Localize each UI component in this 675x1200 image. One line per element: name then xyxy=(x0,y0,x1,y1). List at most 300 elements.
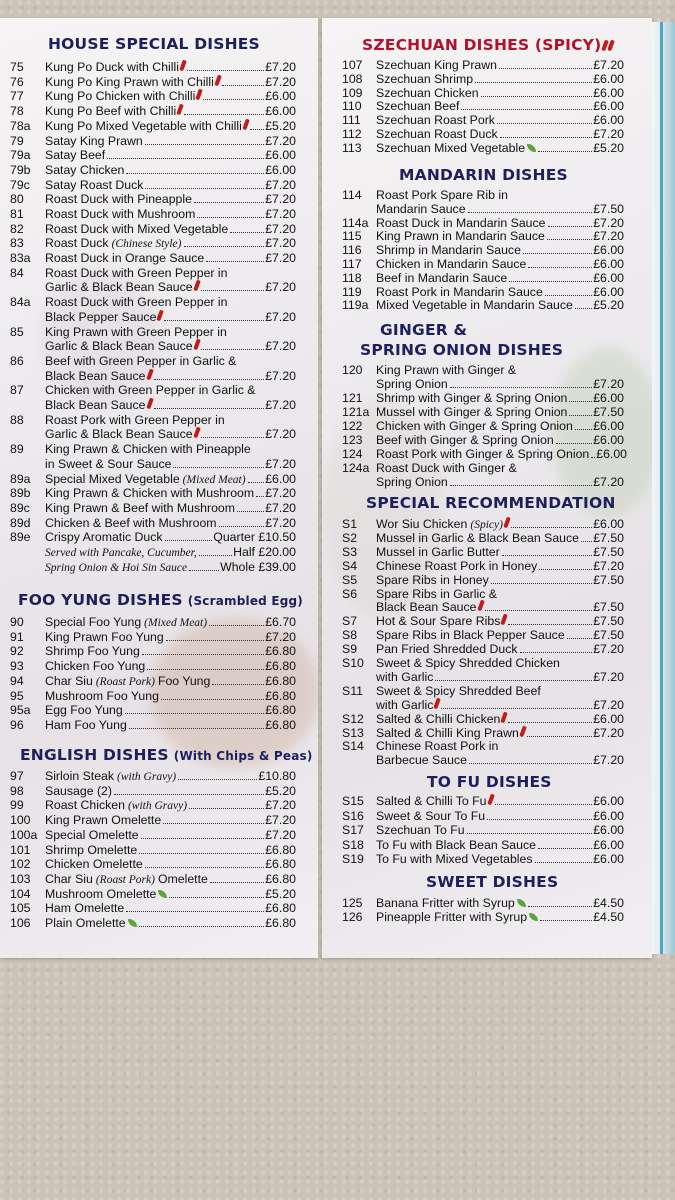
item-line xyxy=(45,486,296,501)
item-line xyxy=(376,698,624,713)
item-number: 80 xyxy=(10,192,24,207)
dot-leader xyxy=(467,833,593,834)
item-number: 101 xyxy=(10,842,31,857)
item-number: 89 xyxy=(10,442,24,457)
dot-leader xyxy=(210,882,264,883)
dot-leader xyxy=(538,151,592,152)
item-name: Ham Foo Yung xyxy=(45,717,127,732)
item-name: Szechuan Chicken xyxy=(376,85,479,100)
item-price: £6.00 xyxy=(265,89,296,104)
item-price: £6.80 xyxy=(265,916,296,930)
item-price: £7.50 xyxy=(593,572,624,587)
item-number: S11 xyxy=(342,683,363,698)
item-name: Shrimp in Mandarin Sauce xyxy=(376,243,521,258)
item-line xyxy=(376,298,624,313)
item-price: Quarter £10.50 xyxy=(213,530,296,545)
item-number: 75 xyxy=(10,60,24,74)
item-line xyxy=(376,587,497,602)
item-price: £7.20 xyxy=(593,725,624,740)
item-line xyxy=(45,659,296,674)
item-line xyxy=(376,127,624,142)
item-line xyxy=(45,689,296,704)
section-title-text: HOUSE SPECIAL DISHES xyxy=(48,35,260,53)
item-line xyxy=(376,141,624,156)
item-name: Spare Ribs in Black Pepper Sauce xyxy=(376,628,565,643)
dot-leader xyxy=(199,555,232,556)
item-line xyxy=(376,712,624,727)
item-name: Szechuan Roast Pork xyxy=(376,113,495,128)
chilli-icon xyxy=(242,118,250,130)
item-line xyxy=(376,86,624,101)
dot-leader xyxy=(184,246,265,247)
section-subtitle: (Scrambled Egg) xyxy=(187,594,303,608)
item-number: 121a xyxy=(342,405,370,419)
section-title-text: SZECHUAN DISHES (SPICY) xyxy=(362,36,602,54)
item-line xyxy=(45,178,296,193)
item-number: 105 xyxy=(10,901,31,916)
item-line xyxy=(376,475,624,490)
item-number: 84a xyxy=(10,295,31,310)
item-line xyxy=(45,163,296,178)
item-number: 90 xyxy=(10,615,24,629)
item-price: £4.50 xyxy=(593,910,624,924)
dot-leader xyxy=(591,457,595,458)
item-name: Salted & Chilli King Prawn xyxy=(376,725,519,740)
item-line xyxy=(45,325,227,340)
item-number: 78 xyxy=(10,104,24,119)
item-note: (Roast Pork) xyxy=(95,675,155,688)
item-line xyxy=(376,809,624,824)
dot-leader xyxy=(547,239,592,240)
item-name: Roast Pork with Green Pepper in xyxy=(45,412,225,427)
item-name: King Prawn in Mandarin Sauce xyxy=(376,229,545,244)
item-line xyxy=(45,222,296,237)
item-line xyxy=(376,285,624,300)
item-line xyxy=(376,726,624,741)
dot-leader xyxy=(491,583,592,584)
item-price: £6.00 xyxy=(593,270,624,285)
dot-leader xyxy=(189,808,264,809)
item-line xyxy=(45,266,228,281)
item-line xyxy=(45,718,296,733)
dot-leader xyxy=(502,555,593,556)
item-number: 123 xyxy=(342,433,363,447)
item-name: Satay Roast Duck xyxy=(45,177,144,192)
dot-leader xyxy=(237,511,264,512)
item-price: £7.20 xyxy=(265,207,296,221)
item-line xyxy=(45,280,296,295)
section-title-text: TO FU DISHES xyxy=(427,773,552,791)
item-name: Banana Fritter with Syrup xyxy=(376,896,515,910)
dot-leader xyxy=(139,926,265,927)
item-name: with Garlic xyxy=(376,697,434,712)
dot-leader xyxy=(248,482,265,483)
item-price: £7.20 xyxy=(593,229,624,244)
item-line xyxy=(45,630,296,645)
item-number: S1 xyxy=(342,517,358,531)
dot-leader xyxy=(497,123,592,124)
item-price: £7.50 xyxy=(593,530,624,545)
item-price: £6.80 xyxy=(265,688,296,703)
dot-leader xyxy=(567,638,593,639)
dot-leader xyxy=(435,680,592,681)
item-name: Spring Onion xyxy=(376,475,448,489)
item-number: S5 xyxy=(342,572,358,587)
item-price: £7.20 xyxy=(593,558,624,573)
item-price: £7.20 xyxy=(265,827,296,842)
item-number: 94 xyxy=(10,673,24,688)
item-line xyxy=(45,769,296,785)
item-name: Garlic & Black Bean Sauce xyxy=(45,339,193,354)
item-price: £6.00 xyxy=(593,85,624,100)
item-name: Szechuan Roast Duck xyxy=(376,127,498,141)
item-name: Chinese Roast Pork in Honey xyxy=(376,558,538,573)
item-number: 125 xyxy=(342,896,363,910)
item-name: Shrimp Omelette xyxy=(45,842,138,857)
dot-leader xyxy=(206,261,264,262)
item-number: 93 xyxy=(10,659,24,674)
item-price: £6.80 xyxy=(265,901,296,916)
item-line xyxy=(45,644,296,659)
item-number: 124a xyxy=(342,461,370,475)
item-price: £6.80 xyxy=(265,644,296,659)
chilli-icon xyxy=(179,60,187,72)
item-price: £6.00 xyxy=(593,243,624,258)
item-name: Beef with Green Pepper in Garlic & xyxy=(45,354,237,368)
item-name: Satay Beef xyxy=(45,148,106,163)
item-name: Mandarin Sauce xyxy=(376,201,466,216)
item-number: S18 xyxy=(342,837,364,852)
item-name: Salted & Chilli Chicken xyxy=(376,711,501,726)
item-name: Satay Chicken xyxy=(45,162,125,177)
item-name: Roast Duck in Mandarin Sauce xyxy=(376,215,546,230)
item-price: £7.20 xyxy=(265,251,296,266)
dot-leader xyxy=(129,728,264,729)
item-line xyxy=(376,447,628,462)
section-heading xyxy=(18,591,303,609)
item-number: 114a xyxy=(342,215,369,230)
item-name: Shrimp Foo Yung xyxy=(45,644,140,659)
dot-leader xyxy=(527,736,592,737)
item-number: 99 xyxy=(10,798,24,813)
item-name: Mussel in Garlic Butter xyxy=(376,544,500,559)
item-name: Garlic & Black Bean Sauce xyxy=(45,427,193,442)
item-price: £7.20 xyxy=(265,60,296,74)
item-price: £6.80 xyxy=(265,871,296,886)
dot-leader xyxy=(219,526,265,527)
item-line xyxy=(45,442,251,457)
item-name: Chicken with Ginger & Spring Onion xyxy=(376,419,573,433)
dot-leader xyxy=(569,415,592,416)
item-price: £6.70 xyxy=(265,615,296,629)
menu-page-left xyxy=(0,18,318,958)
dot-leader xyxy=(500,137,593,138)
leaf-icon xyxy=(128,919,137,927)
item-price: Half £20.00 xyxy=(233,545,296,560)
item-name: Chinese Roast Pork in xyxy=(376,739,499,754)
item-number: S15 xyxy=(342,794,364,808)
item-name: Mushroom Omelette xyxy=(45,886,157,901)
item-name: Pineapple Fritter with Syrup xyxy=(376,910,528,924)
dot-leader xyxy=(184,114,264,115)
item-name: Szechuan To Fu xyxy=(376,823,465,838)
item-name: King Prawn with Green Pepper in xyxy=(45,324,227,339)
item-price: £7.20 xyxy=(265,486,296,501)
item-name: King Prawn & Beef with Mushroom xyxy=(45,501,236,515)
dot-leader xyxy=(107,158,264,159)
item-number: S2 xyxy=(342,530,358,545)
item-price: £7.20 xyxy=(265,280,296,295)
item-price: £6.00 xyxy=(593,823,624,838)
item-number: S19 xyxy=(342,852,364,867)
chilli-icon xyxy=(193,339,201,351)
item-name: Roast Duck with Pineapple xyxy=(45,192,192,207)
item-price: £7.20 xyxy=(265,427,296,442)
dot-leader xyxy=(481,96,593,97)
item-price: £7.20 xyxy=(593,58,624,72)
item-price: £7.50 xyxy=(593,600,624,615)
item-line xyxy=(376,257,624,272)
chilli-icon xyxy=(193,427,201,439)
item-price: £6.00 xyxy=(593,113,624,128)
item-number: 104 xyxy=(10,886,31,901)
item-note: (Spicy) xyxy=(470,519,503,531)
chilli-icon xyxy=(176,104,184,116)
item-name: Crispy Aromatic Duck xyxy=(45,530,163,545)
dot-leader xyxy=(154,379,265,380)
item-name: Chicken & Beef with Mushroom xyxy=(45,515,217,530)
dot-leader xyxy=(450,387,592,388)
dot-leader xyxy=(164,320,264,321)
item-line xyxy=(45,236,296,252)
item-price: £6.00 xyxy=(593,391,624,405)
chilli-icon xyxy=(146,398,154,410)
item-line xyxy=(376,910,624,925)
dot-leader xyxy=(142,654,264,655)
item-price: £7.20 xyxy=(265,456,296,471)
item-number: 92 xyxy=(10,644,24,659)
item-name-continued: Omelette xyxy=(157,871,208,886)
item-number: 83 xyxy=(10,236,24,251)
dot-leader xyxy=(163,823,264,824)
item-name: Hot & Sour Spare Ribs xyxy=(376,614,501,629)
item-name: Char Siu xyxy=(45,673,93,688)
dot-leader xyxy=(528,906,592,907)
item-name: Sirloin Steak xyxy=(45,769,115,783)
dot-leader xyxy=(539,569,592,570)
item-line xyxy=(45,501,296,516)
chilli-icon xyxy=(196,89,204,101)
dot-leader xyxy=(495,804,593,805)
item-number: 121 xyxy=(342,391,363,405)
item-name: Roast Duck xyxy=(45,236,109,251)
item-price: £7.20 xyxy=(265,236,296,251)
item-number: 98 xyxy=(10,783,24,798)
item-price: £7.50 xyxy=(593,201,624,216)
item-price: £7.20 xyxy=(593,697,624,712)
chilli-icon xyxy=(434,697,442,709)
item-line xyxy=(376,99,624,114)
dot-leader xyxy=(187,70,264,71)
item-name: Roast Chicken xyxy=(45,798,125,813)
item-number: 85 xyxy=(10,324,24,339)
item-price: £7.20 xyxy=(265,501,296,515)
item-name: Kung Po Beef with Chilli xyxy=(45,104,177,119)
menu-page-right xyxy=(322,18,652,958)
item-name: Szechuan Mixed Vegetable xyxy=(376,140,526,155)
item-price: £7.20 xyxy=(265,177,296,192)
item-name: Pan Fried Shredded Duck xyxy=(376,642,518,657)
item-name: Black Bean Sauce xyxy=(45,398,146,413)
dot-leader xyxy=(556,443,593,444)
item-price: £6.00 xyxy=(593,419,624,433)
dot-leader xyxy=(178,779,257,780)
item-name: King Prawn Foo Yung xyxy=(45,629,164,644)
item-name: Szechuan King Prawn xyxy=(376,58,497,72)
item-name: Mixed Vegetable in Mandarin Sauce xyxy=(376,298,573,313)
leaf-icon xyxy=(158,890,167,898)
item-price: £5.20 xyxy=(593,298,624,313)
dot-leader xyxy=(222,85,264,86)
item-price: £6.00 xyxy=(593,433,624,447)
item-number: 95 xyxy=(10,688,24,703)
dot-leader xyxy=(575,429,592,430)
item-number: S7 xyxy=(342,614,358,629)
item-number: 89a xyxy=(10,471,31,486)
dot-leader xyxy=(250,129,264,130)
dot-leader xyxy=(141,838,265,839)
item-line xyxy=(376,202,624,217)
dot-leader xyxy=(528,267,592,268)
item-name: Kung Po King Prawn with Chilli xyxy=(45,74,214,89)
dot-leader xyxy=(487,819,592,820)
item-price: £5.20 xyxy=(593,140,624,155)
item-price: £6.00 xyxy=(265,104,296,119)
item-line xyxy=(45,251,296,266)
item-number: 79c xyxy=(10,177,30,192)
dot-leader xyxy=(450,485,592,486)
item-number: 89d xyxy=(10,515,31,530)
item-line xyxy=(45,119,296,134)
item-name: Roast Pork in Mandarin Sauce xyxy=(376,284,543,299)
item-number: 79a xyxy=(10,148,31,163)
item-name: King Prawn Omelette xyxy=(45,813,162,828)
section-heading xyxy=(362,36,613,54)
item-line xyxy=(376,753,624,768)
dot-leader xyxy=(468,212,593,213)
dot-leader xyxy=(201,437,265,438)
item-line xyxy=(376,628,624,643)
item-line xyxy=(376,896,624,911)
item-name: Kung Po Duck with Chilli xyxy=(45,60,179,74)
item-number: 82 xyxy=(10,221,24,236)
item-price: £6.00 xyxy=(593,284,624,299)
item-name: Roast Duck with Green Pepper in xyxy=(45,265,228,280)
item-line xyxy=(45,75,296,90)
dot-leader xyxy=(166,640,264,641)
item-line xyxy=(376,377,624,392)
item-line xyxy=(45,887,296,902)
item-number: S8 xyxy=(342,628,358,643)
dot-leader xyxy=(145,188,264,189)
item-number: 88 xyxy=(10,412,24,427)
item-line xyxy=(376,363,516,378)
dot-leader xyxy=(145,867,264,868)
item-line xyxy=(376,838,624,853)
item-line xyxy=(45,354,236,369)
item-price: £7.20 xyxy=(593,475,624,489)
item-name: Roast Duck with Green Pepper in xyxy=(45,295,228,310)
section-heading xyxy=(399,166,568,184)
item-line xyxy=(376,852,624,867)
dot-leader xyxy=(508,624,592,625)
item-name: Roast Duck with Mixed Vegetable xyxy=(45,221,229,236)
dot-leader xyxy=(469,763,592,764)
dot-leader xyxy=(520,652,593,653)
item-name: Egg Foo Yung xyxy=(45,703,123,718)
item-line xyxy=(45,369,296,384)
item-line xyxy=(45,60,296,75)
item-price: £7.20 xyxy=(265,309,296,324)
item-line xyxy=(376,642,624,657)
item-line xyxy=(376,545,624,560)
item-number: 100 xyxy=(10,813,31,828)
chilli-icon xyxy=(477,600,485,612)
item-number: 118 xyxy=(342,270,362,285)
item-price: £7.50 xyxy=(593,628,624,643)
item-line xyxy=(45,295,228,310)
item-price: £6.00 xyxy=(593,711,624,726)
item-name: Char Siu xyxy=(45,871,93,886)
item-number: 76 xyxy=(10,74,24,89)
item-number: 97 xyxy=(10,769,24,783)
dot-leader xyxy=(441,708,592,709)
item-number: 108 xyxy=(342,71,363,86)
item-name: Shrimp with Ginger & Spring Onion xyxy=(376,391,568,405)
item-name: Mussel in Garlic & Black Bean Sauce xyxy=(376,530,579,545)
dot-leader xyxy=(145,144,264,145)
item-number: 100a xyxy=(10,827,38,842)
item-number: 103 xyxy=(10,871,31,886)
item-name: Plain Omelette xyxy=(45,916,126,930)
item-name: Spring Onion xyxy=(376,377,448,391)
dot-leader xyxy=(475,82,592,83)
item-name: Sweet & Spicy Shredded Beef xyxy=(376,683,541,698)
item-line xyxy=(376,823,624,838)
item-line xyxy=(376,614,624,629)
item-number: 96 xyxy=(10,717,24,732)
section-heading xyxy=(426,873,558,891)
item-line xyxy=(45,339,296,354)
chilli-icon xyxy=(608,40,616,52)
item-name: King Prawn & Chicken with Mushroom xyxy=(45,486,255,501)
dot-leader xyxy=(545,295,592,296)
section-heading xyxy=(20,746,313,764)
item-line xyxy=(376,72,624,87)
item-price: £6.00 xyxy=(593,837,624,852)
item-line xyxy=(376,58,624,73)
section-title-text: ENGLISH DISHES xyxy=(20,746,169,764)
item-line xyxy=(45,398,296,413)
item-line xyxy=(45,192,296,207)
item-name: Spring Onion & Hoi Sin Sauce xyxy=(45,561,188,574)
item-note: (Roast Pork) xyxy=(95,873,155,886)
item-number: S13 xyxy=(342,725,364,740)
item-price: £7.20 xyxy=(265,133,296,148)
section-title-text: MANDARIN DISHES xyxy=(399,166,568,184)
item-number: 77 xyxy=(10,89,24,104)
section-heading-line2: SPRING ONION DISHES xyxy=(360,341,564,359)
